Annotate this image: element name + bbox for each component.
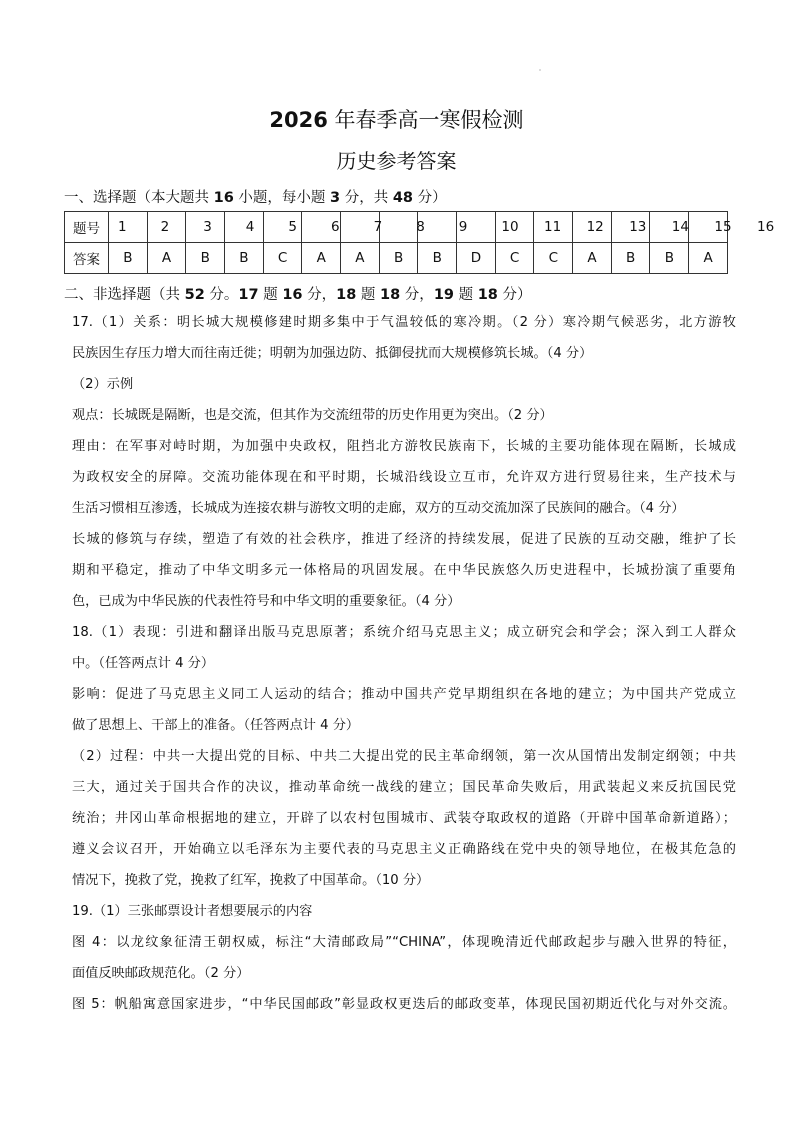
section2-heading — [64, 283, 532, 304]
heading-number: 48 — [392, 190, 414, 206]
heading-text: 分） — [413, 190, 447, 206]
heading-text: 小题，每小题 — [233, 190, 331, 206]
answer-cell: A — [573, 243, 612, 274]
answer-line: 生活习惯相互渗透，长城成为连接农耕与游牧文明的走廊，双方的互动交流加深了民族间的融合。（4 分） — [72, 501, 685, 516]
question-number: 2 — [160, 219, 170, 235]
heading-text: 分， — [302, 287, 337, 303]
answer-cell: A — [341, 243, 380, 274]
answer-cell: B — [109, 243, 148, 274]
number-cell — [379, 212, 418, 243]
heading-number: 52 — [184, 287, 205, 303]
question-number: 15 — [714, 219, 732, 235]
title-text: 年春季高一寒假检测 — [327, 108, 524, 132]
answer-cell: A — [689, 243, 728, 274]
heading-number: 3 — [330, 190, 341, 206]
answer-cell: A — [147, 243, 186, 274]
answer-line: （2）过程：中共一大提出党的目标、中共二大提出党的民主革命纲领，第一次从国情出发制定纲领；中共 — [72, 749, 736, 764]
answer-cell: B — [650, 243, 689, 274]
row-label-answer: 答案 — [65, 243, 109, 274]
answer-line: 中。（任答两点计 4 分） — [72, 656, 215, 671]
answer-line: 统治；井冈山革命根据地的建立，开辟了以农村包围城市、武装夺取政权的道路（开辟中国革命新道路）； — [72, 811, 736, 826]
answer-line: 19.（1）三张邮票设计者想要展示的内容 — [72, 904, 313, 919]
question-number: 7 — [373, 219, 383, 235]
question-number: 16 — [757, 219, 775, 235]
heading-number: 19 — [433, 287, 454, 303]
answer-cell: B — [225, 243, 264, 274]
number-cell — [109, 212, 148, 243]
answer-line: （2）示例 — [72, 377, 134, 392]
question-number: 6 — [331, 219, 340, 235]
answer-line: 面值反映邮政规范化。（2 分） — [72, 966, 250, 981]
question-number: 5 — [288, 219, 297, 235]
answer-line: 影响：促进了马克思主义同工人运动的结合；推动中国共产党早期组织在各地的建立；为中国共产党成立 — [72, 687, 736, 702]
answer-cell: B — [418, 243, 457, 274]
document-subtitle: 历史参考答案 — [336, 149, 457, 173]
answer-line: 为政权安全的屏障。交流功能体现在和平时期，长城沿线设立互市，允许双方进行贸易往来，生产技术与 — [72, 470, 736, 485]
answer-body — [72, 312, 736, 1025]
heading-text: 题 — [356, 287, 381, 303]
heading-text: 分，共 — [340, 190, 393, 206]
answer-line: 图 4：以龙纹象征清王朝权威，标注“大清邮政局”“CHINA”，体现晚清近代邮政起步与融入世界的特征， — [72, 935, 736, 950]
answer-cell: A — [302, 243, 341, 274]
answer-cell: B — [611, 243, 650, 274]
answer-cell: D — [457, 243, 496, 274]
answer-line: 三大，通过关于国共合作的决议，推动革命统一战线的建立；国民革命失败后，用武装起义来反抗国民党 — [72, 780, 736, 795]
question-number: 11 — [544, 219, 562, 235]
answer-cell: C — [495, 243, 534, 274]
answer-cell: B — [186, 243, 225, 274]
heading-number: 16 — [282, 287, 303, 303]
answer-line: 18.（1）表现：引进和翻译出版马克思原著；系统介绍马克思主义；成立研究会和学会；深入到工人群众 — [72, 625, 736, 640]
question-number: 8 — [416, 219, 425, 235]
answer-row — [65, 243, 728, 274]
heading-number: 17 — [238, 287, 259, 303]
question-number: 3 — [203, 219, 212, 235]
number-cell — [225, 212, 264, 243]
answer-line: 理由：在军事对峙时期，为加强中央政权，阻挡北方游牧民族南下，长城的主要功能体现在隔断，长城成 — [72, 439, 736, 454]
document-title — [0, 104, 793, 134]
answer-line: 17.（1）关系：明长城大规模修建时期多集中于气温较低的寒冷期。（2 分）寒冷期气候恶劣，北方游牧 — [72, 315, 736, 330]
answer-line: 长城的修筑与存续，塑造了有效的社会秩序，推进了经济的持续发展，促进了民族的互动交融，维护了长 — [72, 532, 736, 547]
answer-cell: C — [534, 243, 573, 274]
heading-text: 题 — [454, 287, 478, 303]
heading-number: 18 — [336, 287, 357, 303]
heading-text: 题 — [258, 287, 283, 303]
heading-text: 分。 — [204, 287, 239, 303]
answer-line: 图 5：帆船寓意国家进步，“中华民国邮政”彰显政权更迭后的邮政变革，体现民国初期近代化与对外交流。 — [72, 997, 736, 1012]
question-number: 13 — [629, 219, 647, 235]
question-number: 14 — [671, 219, 689, 235]
question-number: 9 — [458, 219, 468, 235]
answer-line: 色，已成为中华民族的代表性符号和中华文明的重要象征。（4 分） — [72, 594, 461, 609]
answer-line: 期和平稳定，推动了中华文明多元一体格局的巩固发展。在中华民族悠久历史进程中，长城扮演了重要角 — [72, 563, 736, 578]
heading-text: 分） — [497, 287, 532, 303]
answer-cell: B — [379, 243, 418, 274]
question-number: 1 — [118, 219, 127, 235]
answer-line: 观点：长城既是隔断，也是交流，但其作为交流纽带的历史作用更为突出。（2 分） — [72, 408, 553, 423]
question-number: 10 — [501, 219, 519, 235]
heading-text: 一、选择题（本大题共 — [64, 190, 214, 206]
heading-text: 二、非选择题（共 — [64, 287, 185, 303]
title-year: 2026 — [269, 108, 328, 132]
answer-line: 遵义会议召开，开始确立以毛泽东为主要代表的马克思主义正确路线在党中央的领导地位，在极其危急的 — [72, 842, 736, 857]
answer-line: 情况下，挽救了党，挽救了红军，挽救了中国革命。（10 分） — [72, 873, 430, 888]
question-number: 12 — [586, 219, 604, 235]
heading-number: 16 — [213, 190, 234, 206]
section1-heading — [64, 186, 447, 207]
answer-line: 民族因生存压力增大而往南迁徙；明朝为加强边防、抵御侵扰而大规模修筑长城。（4 分） — [72, 346, 593, 361]
scan-speck — [539, 69, 541, 71]
row-label-number: 题号 — [65, 212, 109, 243]
question-number: 4 — [245, 219, 255, 235]
heading-number: 18 — [477, 287, 498, 303]
heading-number: 18 — [380, 287, 401, 303]
answer-cell: C — [263, 243, 302, 274]
answer-line: 做了思想上、干部上的准备。（任答两点计 4 分） — [72, 718, 360, 733]
heading-text: 分， — [400, 287, 434, 303]
